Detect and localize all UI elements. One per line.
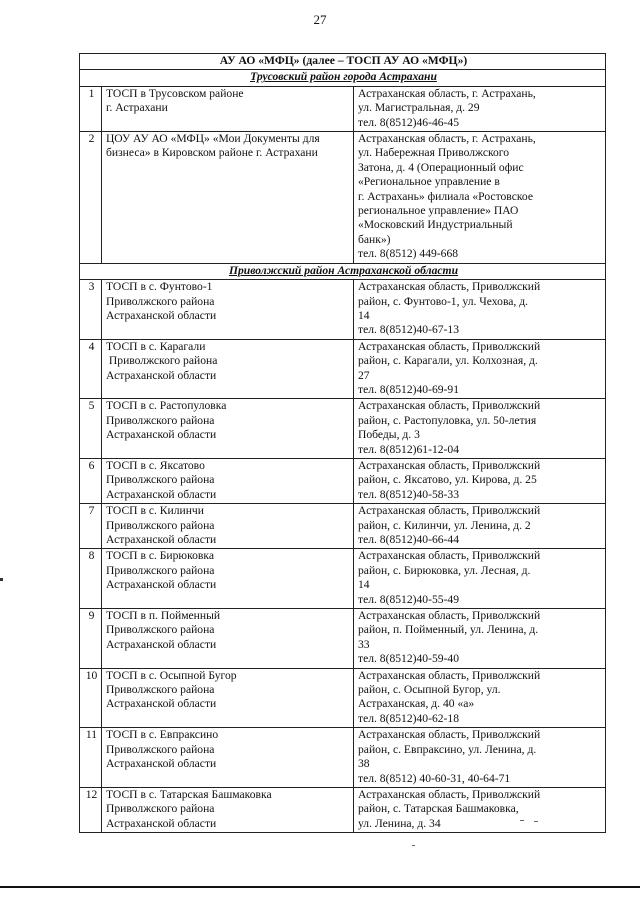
row-number: 2 [80, 132, 102, 264]
address-line: район, с. Осыпной Бугор, ул. [358, 683, 501, 697]
table-body [80, 54, 606, 833]
address-line: ул. Ленина, д. 34 [358, 816, 441, 830]
office-name-cell [102, 787, 354, 832]
office-name-line: ТОСП в с. Растопуловка [106, 399, 227, 413]
address-cell [354, 280, 606, 340]
address-line: г. Астрахань» филиала «Ростовское [358, 189, 533, 203]
office-name-cell [102, 339, 354, 399]
address-line: район, с. Бирюковка, ул. Лесная, д. [358, 563, 531, 577]
address-line: Астраханская область, Приволжский [358, 787, 541, 801]
row-number: 6 [80, 458, 102, 503]
address-line: ул. Набережная Приволжского [358, 146, 510, 160]
address-line: район, с. Татарская Башмаковка, [358, 802, 519, 816]
address-line: Затона, д. 4 (Операционный офис [358, 160, 524, 174]
table-row [80, 86, 606, 131]
address-line: тел. 8(8512)40-58-33 [358, 487, 460, 501]
address-cell [354, 86, 606, 131]
table-row [80, 668, 606, 728]
address-cell [354, 549, 606, 609]
row-number: 5 [80, 399, 102, 459]
table-row [80, 609, 606, 669]
office-name-line: Астраханской области [106, 637, 217, 651]
office-name-line: ЦОУ АУ АО «МФЦ» «Мои Документы для [106, 132, 320, 146]
office-name-line: Астраханской области [106, 816, 217, 830]
address-cell [354, 458, 606, 503]
scan-speck [412, 845, 415, 846]
section-header-row [80, 70, 606, 86]
address-line: Астраханская область, Приволжский [358, 399, 541, 413]
address-line: Астраханская область, Приволжский [358, 609, 541, 623]
address-line: район, п. Пойменный, ул. Ленина, д. [358, 623, 539, 637]
address-cell [354, 399, 606, 459]
row-number: 8 [80, 549, 102, 609]
office-name-cell [102, 504, 354, 549]
address-line: Астраханская область, Приволжский [358, 728, 541, 742]
table-row [80, 399, 606, 459]
office-name-line: Приволжского района [106, 473, 215, 487]
address-line: тел. 8(8512)40-55-49 [358, 592, 460, 606]
address-line: банк») [358, 232, 391, 246]
office-name-line: Астраханской области [106, 308, 217, 322]
address-line: Победы, д. 3 [358, 428, 420, 442]
row-number: 4 [80, 339, 102, 399]
address-cell [354, 668, 606, 728]
office-name-line: Приволжского района [106, 563, 215, 577]
address-line: тел. 8(8512) 449-668 [358, 247, 459, 261]
address-line: район, с. Растопуловка, ул. 50-летия [358, 413, 537, 427]
office-name-line: Астраханской области [106, 487, 217, 501]
office-name-line: Астраханской области [106, 757, 217, 771]
bottom-rule [0, 886, 640, 888]
office-name-cell [102, 399, 354, 459]
office-name-line: Астраханской области [106, 578, 217, 592]
address-cell [354, 339, 606, 399]
table-row [80, 504, 606, 549]
address-line: тел. 8(8512)40-66-44 [358, 533, 460, 546]
office-name-line: бизнеса» в Кировском районе г. Астрахани [106, 146, 318, 160]
address-cell [354, 728, 606, 788]
scan-mark [0, 578, 3, 581]
office-name-line: Астраханской области [106, 428, 217, 442]
address-line: Астраханская область, Приволжский [358, 668, 541, 682]
address-cell [354, 504, 606, 549]
row-number: 11 [80, 728, 102, 788]
address-cell [354, 787, 606, 832]
office-name-line: ТОСП в с. Фунтово-1 [106, 280, 213, 294]
address-line: Астраханская область, Приволжский [358, 280, 541, 294]
office-name-line: ТОСП в с. Бирюковка [106, 549, 215, 563]
office-name-line: Приволжского района [106, 518, 215, 532]
table-header-row [80, 54, 606, 70]
address-line: Астраханская, д. 40 «а» [358, 697, 475, 711]
office-name-cell [102, 549, 354, 609]
office-name-line: Приволжского района [106, 683, 215, 697]
office-name-line: ТОСП в с. Килинчи [106, 504, 204, 518]
office-name-line: Приволжского района [106, 294, 215, 308]
row-number: 7 [80, 504, 102, 549]
address-line: Астраханская область, Приволжский [358, 339, 541, 353]
section-header-row [80, 263, 606, 279]
office-name-cell [102, 728, 354, 788]
office-name-line: Приволжского района [106, 413, 215, 427]
table-row [80, 458, 606, 503]
office-name-cell [102, 86, 354, 131]
office-name-line: Приволжского района [106, 354, 218, 368]
row-number: 10 [80, 668, 102, 728]
office-name-cell [102, 609, 354, 669]
address-line: 33 [358, 637, 370, 651]
address-line: 38 [358, 757, 370, 771]
address-line: тел. 8(8512) 40-60-31, 40-64-71 [358, 771, 511, 785]
office-name-cell [102, 280, 354, 340]
address-line: тел. 8(8512)40-62-18 [358, 711, 460, 725]
office-name-line: Астраханской области [106, 697, 217, 711]
row-number: 1 [80, 86, 102, 131]
address-line: 27 [358, 368, 370, 382]
office-name-line: г. Астрахани [106, 101, 168, 115]
address-line: тел. 8(8512)40-59-40 [358, 652, 460, 666]
section-title: Трусовский район города Астрахани [80, 70, 606, 86]
office-name-cell [102, 668, 354, 728]
table-header: АУ АО «МФЦ» (далее – ТОСП АУ АО «МФЦ») [80, 54, 606, 70]
table-row [80, 132, 606, 264]
office-name-line: Астраханской области [106, 533, 217, 546]
address-line: «Московский Индустриальный [358, 218, 513, 232]
section-title: Приволжский район Астраханской области [80, 263, 606, 279]
table-row [80, 728, 606, 788]
office-name-line: Приволжского района [106, 802, 215, 816]
office-name-line: Приволжского района [106, 623, 215, 637]
page-number: 27 [313, 12, 327, 27]
address-cell [354, 609, 606, 669]
table-row [80, 280, 606, 340]
mfc-office-table [79, 53, 606, 833]
address-line: Астраханская область, г. Астрахань, [358, 86, 536, 100]
address-line: региональное управление» ПАО [358, 204, 519, 218]
office-name-line: ТОСП в Трусовском районе [106, 86, 244, 100]
office-name-line: ТОСП в с. Карагали [106, 339, 206, 353]
office-name-line: Астраханской области [106, 368, 217, 382]
row-number: 3 [80, 280, 102, 340]
address-line: Астраханская область, Приволжский [358, 504, 541, 518]
address-line: район, с. Карагали, ул. Колхозная, д. [358, 354, 538, 368]
office-name-cell [102, 458, 354, 503]
address-line: район, с. Килинчи, ул. Ленина, д. 2 [358, 518, 531, 532]
scan-speck [534, 821, 538, 822]
office-name-line: ТОСП в с. Яксатово [106, 458, 205, 472]
office-name-line: ТОСП в с. Евпраксино [106, 728, 219, 742]
office-name-line: Приволжского района [106, 742, 215, 756]
row-number: 12 [80, 787, 102, 832]
address-line: район, с. Яксатово, ул. Кирова, д. 25 [358, 473, 537, 487]
table-row [80, 787, 606, 832]
address-line: тел. 8(8512)61-12-04 [358, 442, 460, 456]
address-line: ул. Магистральная, д. 29 [358, 101, 480, 115]
address-line: 14 [358, 578, 370, 592]
table-row [80, 339, 606, 399]
office-name-line: ТОСП в с. Татарская Башмаковка [106, 787, 272, 801]
address-line: 14 [358, 308, 370, 322]
scan-speck [520, 820, 524, 821]
address-line: тел. 8(8512)40-69-91 [358, 382, 460, 396]
address-line: «Региональное управление в [358, 175, 500, 189]
address-line: район, с. Евпраксино, ул. Ленина, д. [358, 742, 537, 756]
address-line: тел. 8(8512)46-46-45 [358, 115, 460, 129]
table-row [80, 549, 606, 609]
address-cell [354, 132, 606, 264]
office-name-line: ТОСП в с. Осыпной Бугор [106, 668, 237, 682]
address-line: Астраханская область, Приволжский [358, 458, 541, 472]
office-name-cell [102, 132, 354, 264]
address-line: район, с. Фунтово-1, ул. Чехова, д. [358, 294, 529, 308]
address-line: Астраханская область, г. Астрахань, [358, 132, 536, 146]
office-name-line: ТОСП в п. Пойменный [106, 609, 221, 623]
row-number: 9 [80, 609, 102, 669]
address-line: тел. 8(8512)40-67-13 [358, 323, 460, 337]
address-line: Астраханская область, Приволжский [358, 549, 541, 563]
